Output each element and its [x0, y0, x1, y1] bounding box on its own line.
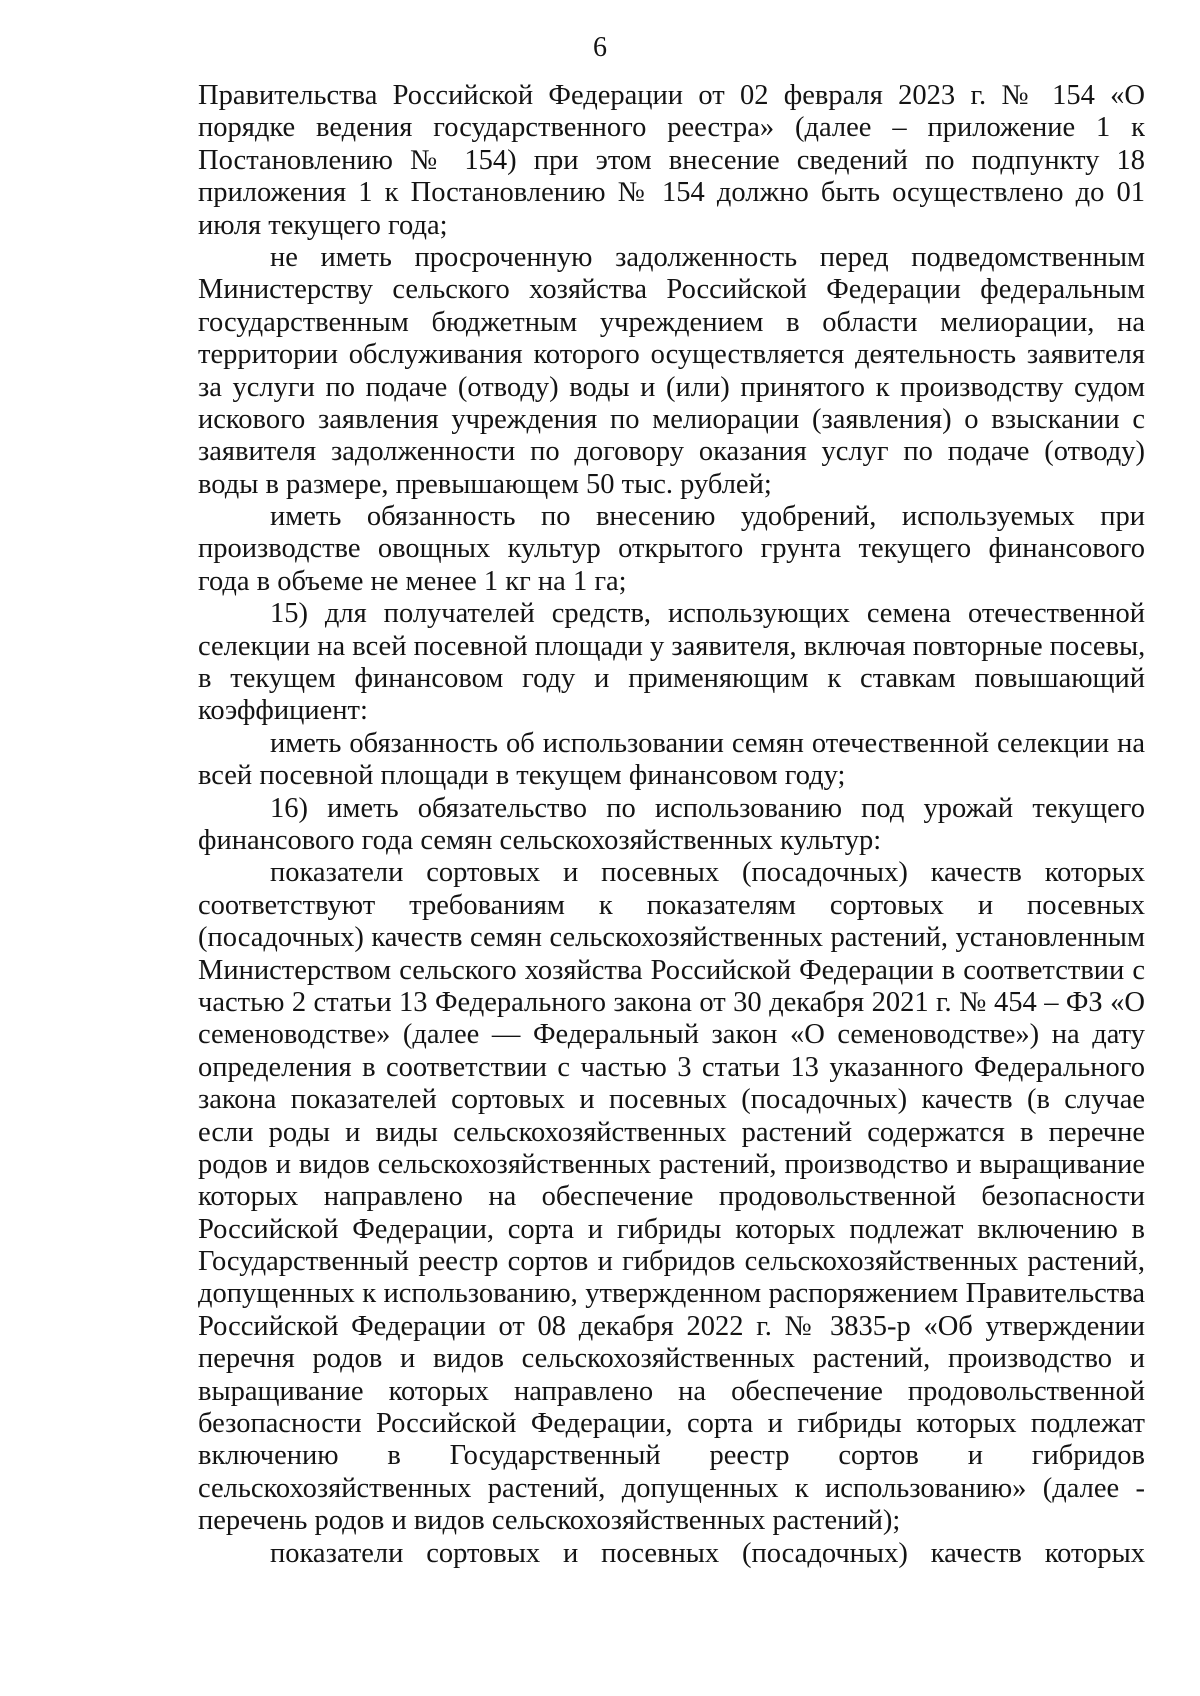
text-line: года в объеме не менее 1 кг на 1 га; [198, 565, 627, 597]
body-text [198, 80, 1145, 1570]
text-line: иметь обязанность об использовании семян отечественной селекции на [270, 727, 1145, 759]
text-line: июля текущего года; [198, 209, 448, 241]
text-line: показатели сортовых и посевных (посадочных) качеств которых [270, 857, 1145, 889]
text-line: Министерством сельского хозяйства Российской Федерации в соответствии с [198, 954, 1145, 986]
text-line: Постановлению № 154) при этом внесение сведений по подпункту 18 [198, 144, 1145, 176]
text-line: выращивание которых направлено на обеспечение продовольственной [198, 1375, 1145, 1407]
text-line: селекции на всей посевной площади у заявителя, включая повторные посевы, [198, 630, 1146, 662]
text-line: 16) иметь обязательство по использованию под урожай текущего [270, 792, 1145, 824]
text-line: закона показателей сортовых и посевных (посадочных) качеств (в случае [198, 1084, 1145, 1116]
text-line: 15) для получателей средств, использующих семена отечественной [270, 598, 1145, 630]
text-line: перечня родов и видов сельскохозяйственных растений, производство и [198, 1343, 1145, 1375]
text-line: приложения 1 к Постановлению № 154 должно быть осуществлено до 01 [198, 177, 1145, 209]
text-line: частью 2 статьи 13 Федерального закона от 30 декабря 2021 г. № 454 – ФЗ «О [198, 986, 1145, 1018]
text-line: Министерству сельского хозяйства Российской Федерации федеральным [198, 274, 1145, 306]
text-line: за услуги по подаче (отводу) воды и (или) принятого к производству судом [198, 371, 1145, 403]
text-line: показатели сортовых и посевных (посадочных) качеств которых [270, 1537, 1145, 1569]
text-line: безопасности Российской Федерации, сорта и гибриды которых подлежат [198, 1408, 1145, 1440]
text-line: не иметь просроченную задолженность перед подведомственным [270, 241, 1145, 273]
text-line: иметь обязанность по внесению удобрений, используемых при [270, 501, 1145, 533]
text-line: всей посевной площади в текущем финансовом году; [198, 760, 846, 792]
text-line: сельскохозяйственных растений, допущенных к использованию» (далее - [198, 1472, 1145, 1504]
page-number: 6 [593, 32, 607, 63]
text-line: родов и видов сельскохозяйственных растений, производство и выращивание [198, 1148, 1145, 1180]
text-line: (посадочных) качеств семян сельскохозяйственных растений, установленным [198, 922, 1145, 954]
text-line: заявителя задолженности по договору оказания услуг по подаче (отводу) [198, 436, 1145, 468]
text-line: порядке ведения государственного реестра» (далее – приложение 1 к [198, 112, 1145, 144]
text-line: Государственный реестр сортов и гибридов сельскохозяйственных растений, [198, 1246, 1145, 1278]
text-line: определения в соответствии с частью 3 статьи 13 указанного Федерального [198, 1051, 1145, 1083]
text-line: Российской Федерации от 08 декабря 2022 г. № 3835-р «Об утверждении [198, 1310, 1145, 1342]
text-line: допущенных к использованию, утвержденном распоряжением Правительства [198, 1278, 1145, 1310]
text-line: Российской Федерации, сорта и гибриды которых подлежат включению в [198, 1213, 1145, 1245]
text-line: соответствуют требованиям к показателям сортовых и посевных [198, 889, 1145, 921]
text-line: в текущем финансовом году и применяющим к ставкам повышающий [198, 663, 1145, 695]
text-line: коэффициент: [198, 695, 368, 727]
text-line: семеноводстве» (далее — Федеральный закон «О семеноводстве») на дату [198, 1019, 1145, 1051]
text-line: перечень родов и видов сельскохозяйственных растений); [198, 1505, 901, 1537]
text-line: Правительства Российской Федерации от 02 февраля 2023 г. № 154 «О [198, 80, 1145, 111]
text-line: включению в Государственный реестр сортов и гибридов [198, 1440, 1145, 1472]
text-line: государственным бюджетным учреждением в области мелиорации, на [198, 306, 1145, 338]
text-line: воды в размере, превышающем 50 тыс. рублей; [198, 468, 772, 500]
text-line: которых направлено на обеспечение продовольственной безопасности [198, 1181, 1145, 1213]
text-line: искового заявления учреждения по мелиорации (заявления) о взыскании с [198, 403, 1145, 435]
text-line: финансового года семян сельскохозяйственных культур: [198, 824, 882, 856]
text-line: производстве овощных культур открытого грунта текущего финансового [198, 533, 1145, 565]
text-line: территории обслуживания которого осуществляется деятельность заявителя [198, 339, 1145, 371]
text-line: если роды и виды сельскохозяйственных растений содержатся в перечне [198, 1116, 1145, 1148]
